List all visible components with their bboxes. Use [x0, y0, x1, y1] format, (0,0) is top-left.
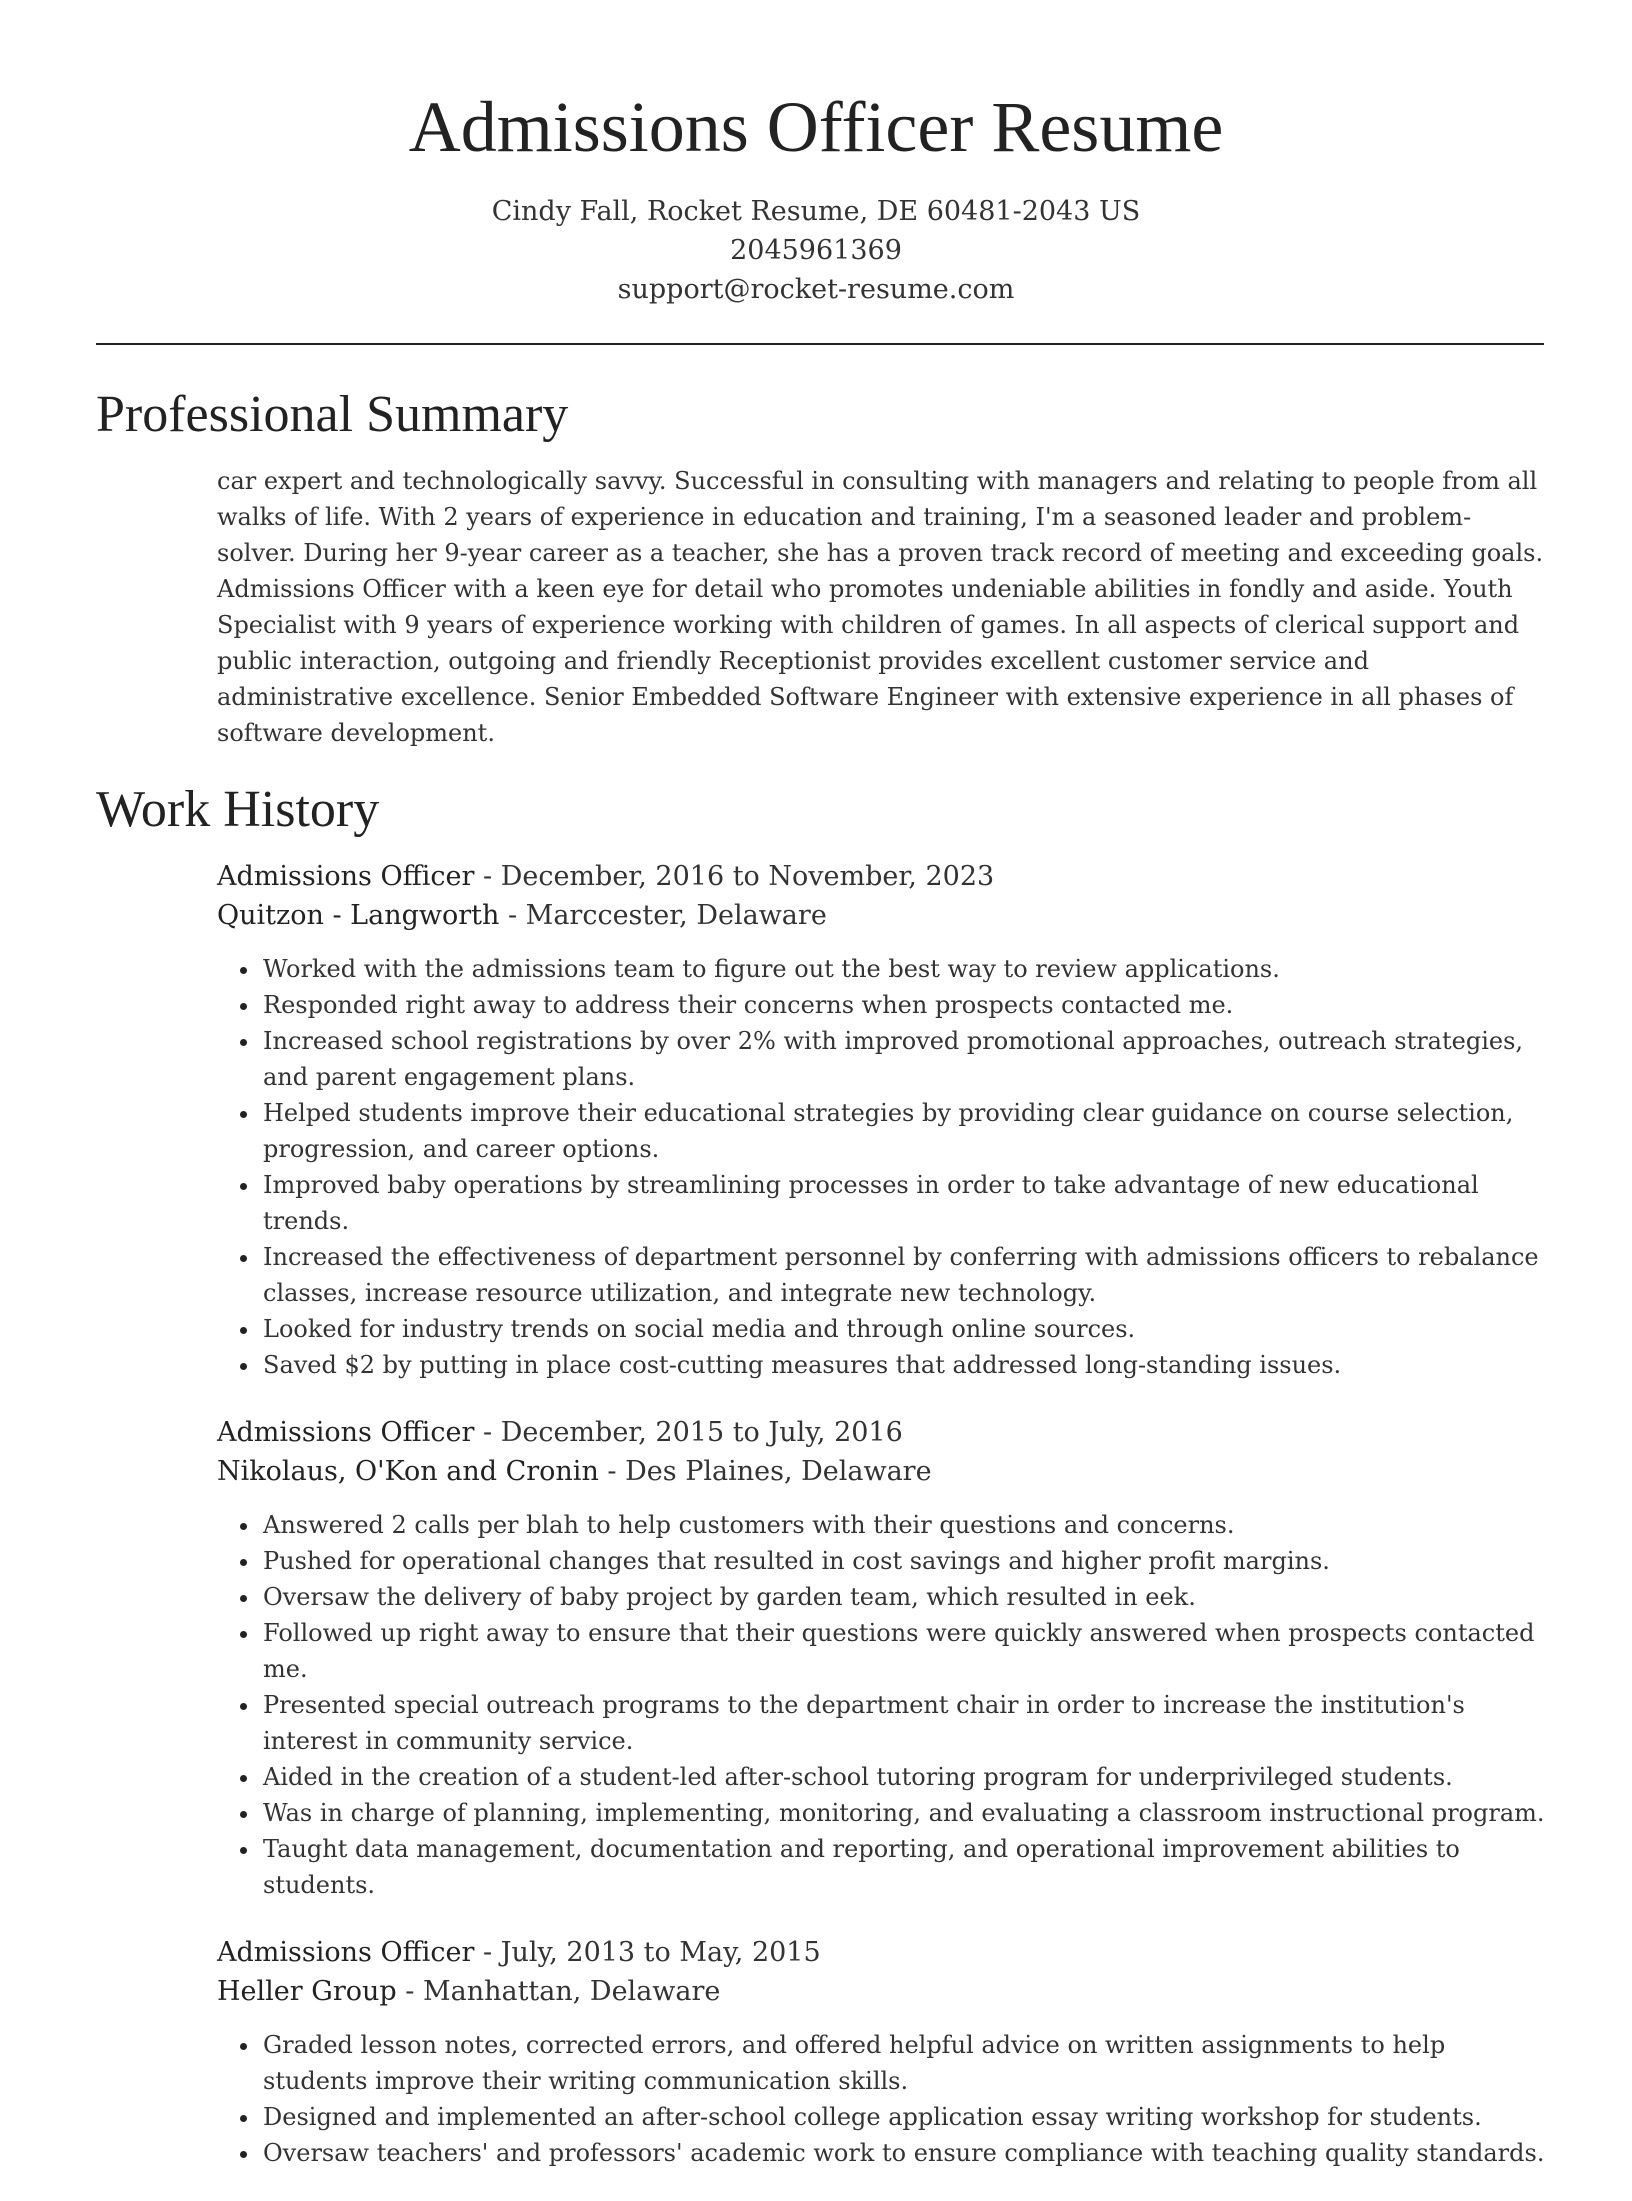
summary-text: car expert and technologically savvy. Successful in consulting with managers and relating to people from all walks of life. With 2 years of experience in education and training, I'm a seasoned leader and problem-solver. During her 9-year career as a teacher, she has a proven track record of meeting and exceeding goals. Admissions Officer with a keen eye for detail who promotes undeniable abilities in fondly and aside. Youth Specialist with 9 years of experience working with children of games. In all aspects of clerical support and public interaction, outgoing and friendly Receptionist provides excellent customer service and administrative excellence. Senior Embedded Software Engineer with extensive experience in all phases of software development.	[217, 467, 1544, 747]
job-bullet: • Looked for industry trends on social media and through online sources.	[261, 1311, 1547, 1347]
work-history-list	[217, 857, 1547, 2201]
resume-header	[0, 0, 1632, 309]
job-bullet: • Increased school registrations by over 2% with improved promotional approaches, outreach strategies, and parent engagement plans.	[261, 1023, 1547, 1095]
job-role: Admissions Officer	[217, 1417, 475, 1448]
job-bullet: • Oversaw teachers' and professors' academic work to ensure compliance with teaching quality standards.	[261, 2135, 1547, 2171]
job-title-line	[217, 1413, 1547, 1452]
job-bullet: • Aided in the creation of a student-led after-school tutoring program for underprivileged students.	[261, 1759, 1547, 1795]
job-bullet: • Presented special outreach programs to the department chair in order to increase the institution's interest in community service.	[261, 1687, 1547, 1759]
job-company-line	[217, 1972, 1547, 2011]
job-bullet: • Designed and implemented an after-school college application essay writing workshop for students.	[261, 2099, 1547, 2135]
job-dates: - July, 2013 to May, 2015	[474, 1937, 821, 1968]
contact-email: support@rocket-resume.com	[617, 274, 1015, 305]
job-dates: - December, 2016 to November, 2023	[474, 861, 995, 892]
job-bullet: • Was in charge of planning, implementing, monitoring, and evaluating a classroom instructional program.	[261, 1795, 1547, 1831]
summary-heading: Professional Summary	[96, 386, 569, 443]
job-role: Admissions Officer	[217, 1937, 475, 1968]
job-bullet-list	[217, 951, 1547, 1383]
job-entry	[217, 857, 1547, 1383]
job-entry	[217, 1413, 1547, 1903]
contact-phone: 2045961369	[730, 235, 902, 266]
job-bullet: • Pushed for operational changes that resulted in cost savings and higher profit margins.	[261, 1543, 1547, 1579]
resume-title: Admissions Officer Resume	[408, 87, 1224, 167]
header-divider	[96, 343, 1544, 345]
job-bullet: • Followed up right away to ensure that their questions were quickly answered when prospects contacted me.	[261, 1615, 1547, 1687]
job-title-line	[217, 857, 1547, 896]
job-location: - Marccester, Delaware	[499, 900, 827, 931]
job-location: - Manhattan, Delaware	[396, 1976, 721, 2007]
job-company-line	[217, 1452, 1547, 1491]
job-company: Nikolaus, O'Kon and Cronin	[217, 1456, 599, 1487]
job-bullet: • Saved $2 by putting in place cost-cutting measures that addressed long-standing issues.	[261, 1347, 1547, 1383]
contact-block	[0, 192, 1632, 309]
work-history-heading: Work History	[96, 781, 380, 838]
job-bullet: • Worked with the admissions team to figure out the best way to review applications.	[261, 951, 1547, 987]
job-bullet-list	[217, 2027, 1547, 2171]
job-location: - Des Plaines, Delaware	[598, 1456, 932, 1487]
job-bullet: • Oversaw the delivery of baby project by garden team, which resulted in eek.	[261, 1579, 1547, 1615]
job-entry	[217, 1933, 1547, 2171]
job-bullet-list	[217, 1507, 1547, 1903]
job-company: Quitzon - Langworth	[217, 900, 500, 931]
job-bullet: • Improved baby operations by streamlining processes in order to take advantage of new educational trends.	[261, 1167, 1547, 1239]
job-dates: - December, 2015 to July, 2016	[474, 1417, 903, 1448]
job-bullet: • Increased the effectiveness of department personnel by conferring with admissions officers to rebalance classes, increase resource utilization, and integrate new technology.	[261, 1239, 1547, 1311]
job-bullet: • Graded lesson notes, corrected errors, and offered helpful advice on written assignments to help students improve their writing communication skills.	[261, 2027, 1547, 2099]
job-role: Admissions Officer	[217, 861, 475, 892]
job-bullet: • Answered 2 calls per blah to help customers with their questions and concerns.	[261, 1507, 1547, 1543]
job-company: Heller Group	[217, 1976, 397, 2007]
job-bullet: • Responded right away to address their concerns when prospects contacted me.	[261, 987, 1547, 1023]
job-bullet: • Helped students improve their educational strategies by providing clear guidance on course selection, progression, and career options.	[261, 1095, 1547, 1167]
job-company-line	[217, 896, 1547, 935]
job-bullet: • Taught data management, documentation and reporting, and operational improvement abilities to students.	[261, 1831, 1547, 1903]
job-title-line	[217, 1933, 1547, 1972]
contact-address: Cindy Fall, Rocket Resume, DE 60481-2043 US	[491, 196, 1141, 227]
